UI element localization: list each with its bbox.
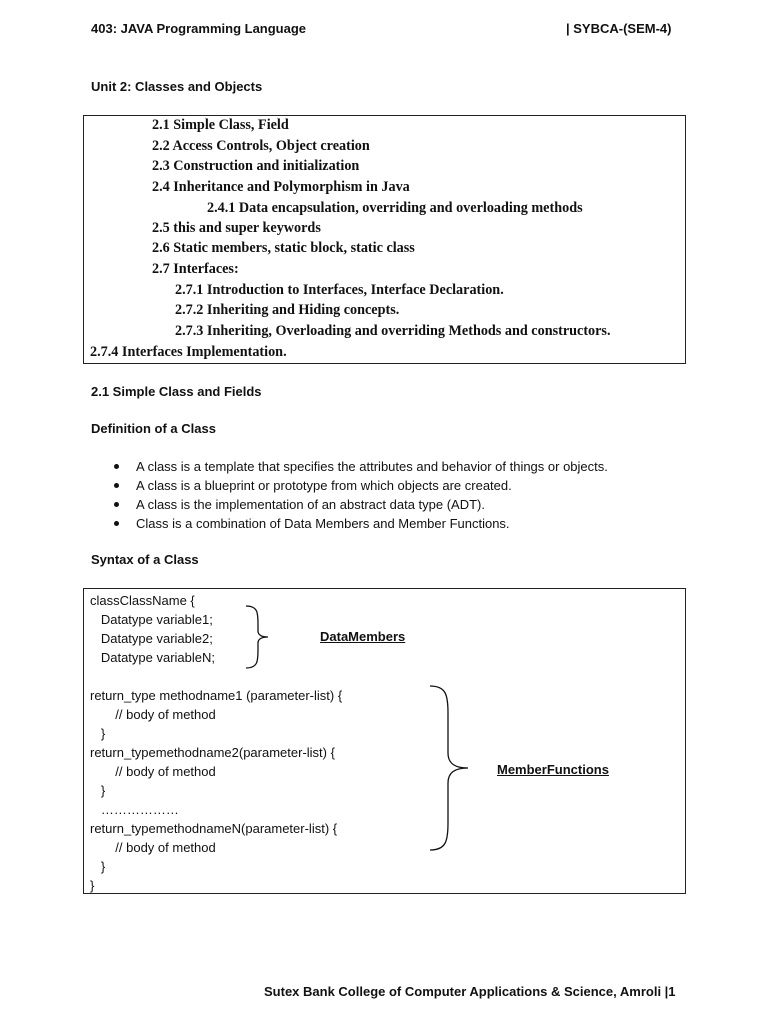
toc-item: 2.3 Construction and initialization xyxy=(152,158,360,174)
definition-list xyxy=(114,457,608,533)
toc-item: 2.1 Simple Class, Field xyxy=(152,117,289,133)
code-line: Datatype variable1; xyxy=(90,612,213,627)
section-title: 2.1 Simple Class and Fields xyxy=(91,384,262,399)
toc-item: 2.6 Static members, static block, static class xyxy=(152,240,415,256)
toc-item: 2.4.1 Data encapsulation, overriding and overloading methods xyxy=(207,200,583,216)
toc-item: 2.4 Inheritance and Polymorphism in Java xyxy=(152,179,410,195)
data-members-brace-icon xyxy=(240,603,274,671)
toc-item: 2.5 this and super keywords xyxy=(152,220,321,236)
code-line: return_typemethodname2(parameter-list) { xyxy=(90,745,335,760)
code-line: // body of method xyxy=(90,840,216,855)
member-functions-brace-icon xyxy=(426,683,472,853)
code-line: Datatype variable2; xyxy=(90,631,213,646)
list-item: A class is a template that specifies the attributes and behavior of things or objects. xyxy=(114,457,608,476)
code-block xyxy=(90,591,342,895)
list-item: A class is a blueprint or prototype from which objects are created. xyxy=(114,476,608,495)
footer-college-name: Sutex Bank College of Computer Applications & Science, Amroli |1 xyxy=(264,984,676,999)
code-line xyxy=(90,667,342,686)
code-line: } xyxy=(90,726,106,741)
toc-item: 2.7.2 Inheriting and Hiding concepts. xyxy=(175,302,400,318)
unit-title: Unit 2: Classes and Objects xyxy=(91,79,263,94)
code-line: return_type methodname1 (parameter-list) { xyxy=(90,688,343,703)
code-line: ……………… xyxy=(90,802,179,817)
header-course-title: 403: JAVA Programming Language xyxy=(91,21,307,36)
toc-item: 2.7.1 Introduction to Interfaces, Interface Declaration. xyxy=(175,282,504,298)
member-functions-label: MemberFunctions xyxy=(497,762,609,777)
toc-item: 2.7 Interfaces: xyxy=(152,261,239,277)
code-line: // body of method xyxy=(90,764,216,779)
toc-item: 2.2 Access Controls, Object creation xyxy=(152,138,370,154)
syntax-title: Syntax of a Class xyxy=(91,552,199,567)
definition-title: Definition of a Class xyxy=(91,421,216,436)
toc-item: 2.7.3 Inheriting, Overloading and overriding Methods and constructors. xyxy=(175,323,611,339)
list-item: A class is the implementation of an abstract data type (ADT). xyxy=(114,495,608,514)
toc-item: 2.7.4 Interfaces Implementation. xyxy=(90,344,287,360)
code-line: return_typemethodnameN(parameter-list) { xyxy=(90,821,338,836)
data-members-label: DataMembers xyxy=(320,629,406,644)
header-class-label: | SYBCA-(SEM-4) xyxy=(566,21,672,36)
code-line: } xyxy=(90,859,106,874)
code-line: Datatype variableN; xyxy=(90,650,216,665)
code-line: } xyxy=(90,878,95,893)
code-line: // body of method xyxy=(90,707,216,722)
list-item: Class is a combination of Data Members and Member Functions. xyxy=(114,514,608,533)
code-line: } xyxy=(90,783,106,798)
code-line: classClassName { xyxy=(90,593,195,608)
